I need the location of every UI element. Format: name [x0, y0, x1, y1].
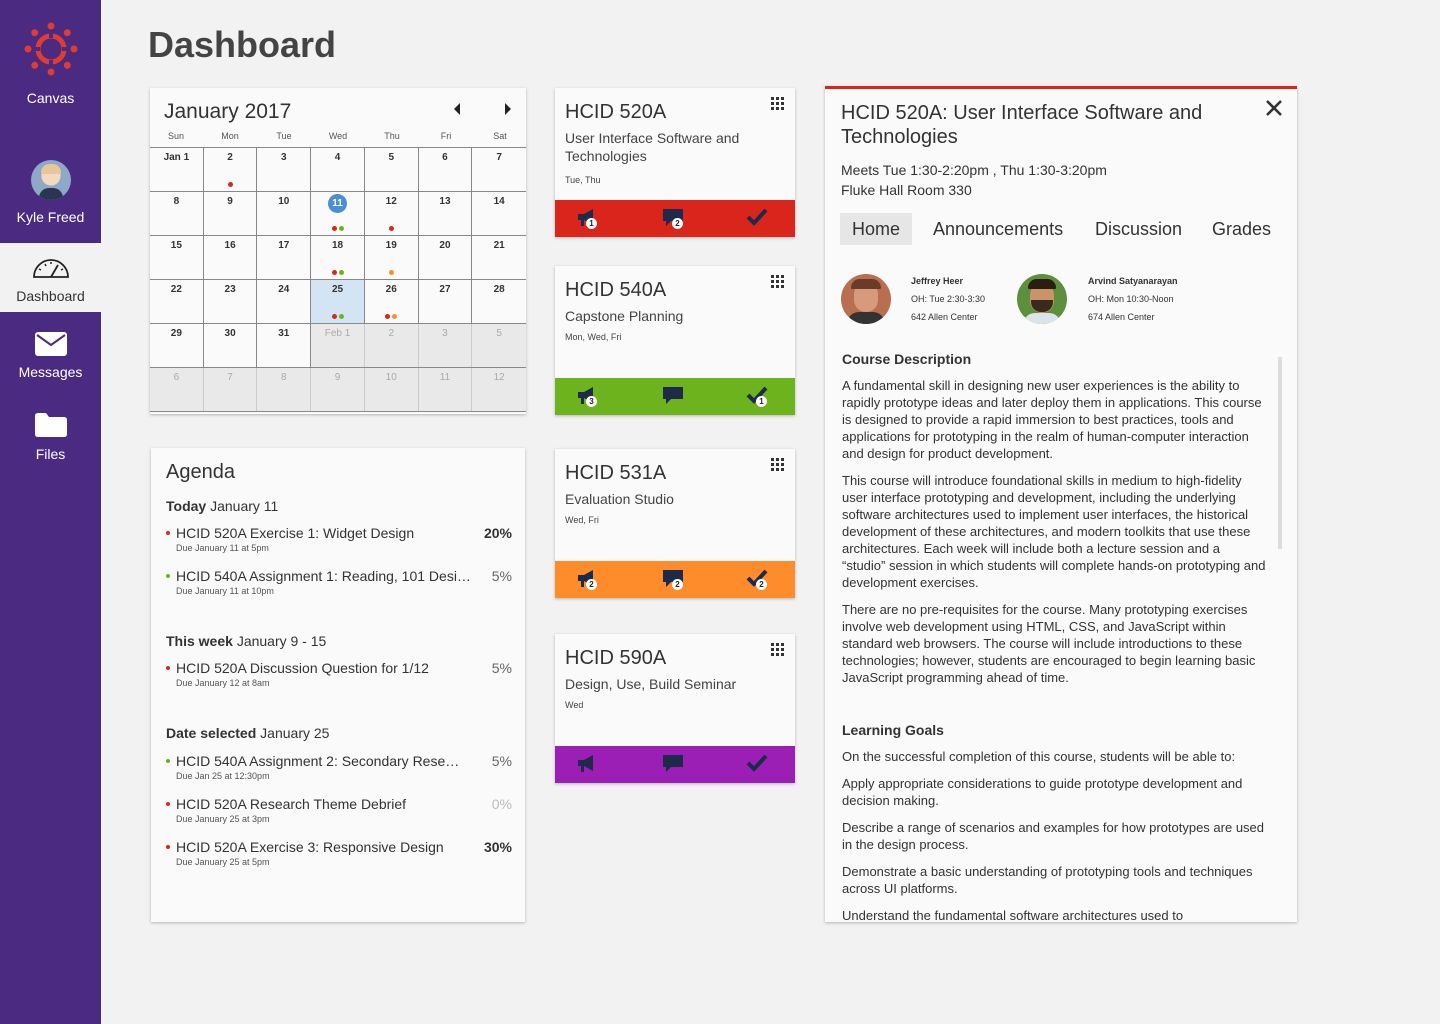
calendar-day-number: 7	[496, 152, 502, 163]
calendar-day-number: 11	[328, 194, 347, 213]
assignments-check-button[interactable]	[746, 386, 768, 406]
calendar-day-number: 18	[331, 240, 344, 251]
event-dots	[365, 226, 418, 232]
announcements-megaphone-button[interactable]	[576, 569, 598, 589]
tab-grades[interactable]: Grades	[1212, 219, 1272, 239]
next-month-icon[interactable]	[503, 102, 513, 116]
brand-label: Canvas	[26, 90, 75, 106]
event-dots	[204, 182, 257, 188]
calendar-day-cell[interactable]	[419, 236, 473, 279]
agenda-item-due: Due January 12 at 8am	[176, 678, 270, 688]
course-name: Evaluation Studio	[565, 491, 674, 507]
agenda-item-name: HCID 520A Research Theme Debrief	[176, 796, 407, 812]
calendar-day-number: 10	[385, 372, 397, 383]
folder-icon	[35, 413, 67, 437]
agenda-item-weight: 30%	[483, 839, 512, 855]
envelope-icon	[35, 332, 67, 356]
calendar-day-number: 19	[385, 240, 397, 251]
calendar-day-number: 25	[331, 284, 344, 295]
course-code: HCID 590A	[565, 647, 667, 669]
calendar-day-number: 9	[227, 196, 233, 207]
calendar-day-cell[interactable]	[204, 280, 258, 323]
calendar-day-number: 24	[278, 284, 290, 295]
calendar-year: 2017	[244, 100, 292, 123]
calendar-day-cell[interactable]	[257, 368, 311, 411]
agenda-item-due: Due January 11 at 10pm	[176, 586, 274, 596]
instructor-info: Arvind Satyanarayan OH: Mon 10:30-Noon 674 Allen Center	[1088, 276, 1178, 322]
calendar-month: January	[164, 100, 239, 123]
event-dots	[311, 226, 364, 232]
drag-grid-icon[interactable]	[771, 275, 784, 288]
course-code: HCID 531A	[565, 462, 667, 484]
status-bullet	[166, 666, 170, 670]
calendar-day-number: 16	[224, 240, 236, 251]
status-bullet	[166, 802, 170, 806]
calendar-month-title	[164, 100, 291, 124]
event-dot	[392, 314, 397, 319]
calendar-week-row	[150, 148, 526, 192]
status-bullet	[166, 845, 170, 849]
event-dot	[339, 314, 344, 319]
goal-item: Demonstrate a basic understanding of prototyping tools and techniques across UI platforms.	[842, 864, 1253, 896]
course-days: Wed	[565, 700, 584, 710]
calendar-day-cell[interactable]	[472, 236, 526, 279]
calendar-day-cell[interactable]	[311, 368, 365, 411]
calendar-day-cell[interactable]	[419, 368, 473, 411]
calendar-day-number: 11	[439, 372, 451, 383]
course-card[interactable]	[555, 88, 795, 237]
calendar-day-number: 15	[170, 240, 182, 251]
calendar-day-cell[interactable]	[472, 280, 526, 323]
calendar-day-number: 14	[493, 196, 505, 207]
calendar-week-row	[150, 368, 526, 412]
weekday-header: Fri	[440, 131, 452, 141]
calendar-week-row	[150, 324, 526, 368]
discussion-bubble-button[interactable]	[662, 208, 684, 228]
calendar-day-cell[interactable]	[419, 148, 473, 191]
weekday-header: Sun	[167, 131, 184, 141]
goal-item: On the successful completion of this course, students will be able to:	[842, 749, 1236, 764]
agenda-section-today: Today January 11	[166, 498, 279, 514]
calendar-day-cell[interactable]	[257, 236, 311, 279]
count-badge: 3	[586, 396, 597, 407]
description-paragraph: A fundamental skill in designing new user experiences is the ability to rapidly prototype ideas and later deploy them in applications. This course is designed to provide a rapid immersion to best practices, tools and applications for prototyping in the realm of human-computer interaction and design for product development.	[842, 378, 1262, 461]
event-dot	[389, 270, 394, 275]
course-days: Wed, Fri	[565, 515, 599, 525]
page-title: Dashboard	[148, 24, 337, 65]
calendar-day-cell[interactable]	[365, 280, 419, 323]
agenda-item-name: HCID 540A Assignment 2: Secondary Rese…	[176, 753, 460, 769]
count-badge: 2	[586, 579, 597, 590]
calendar-week-row	[150, 236, 526, 280]
sidebar-item-files[interactable]	[0, 413, 101, 462]
course-card[interactable]	[555, 634, 795, 783]
calendar-grid	[150, 147, 526, 412]
discussion-bubble-button[interactable]	[662, 569, 684, 589]
announcements-megaphone-button[interactable]	[576, 386, 598, 406]
calendar-day-cell[interactable]	[311, 280, 365, 323]
course-name: Capstone Planning	[565, 308, 684, 324]
count-badge: 1	[756, 396, 767, 407]
instructor-info: Jeffrey Heer OH: Tue 2:30-3:30 642 Allen Center	[911, 276, 986, 322]
discussion-bubble-button[interactable]	[662, 754, 684, 774]
course-card[interactable]	[555, 449, 795, 598]
agenda-item-weight: 20%	[483, 525, 512, 541]
calendar-day-cell[interactable]	[472, 368, 526, 411]
calendar-day-cell[interactable]	[472, 192, 526, 235]
calendar-day-cell[interactable]	[365, 324, 419, 367]
course-action-bar	[555, 378, 795, 415]
assignments-check-button[interactable]	[746, 754, 768, 774]
calendar-day-cell[interactable]	[257, 324, 311, 367]
calendar-day-cell[interactable]	[150, 368, 204, 411]
event-dot	[332, 270, 337, 275]
course-action-bar	[555, 561, 795, 598]
detail-title: HCID 520A: User Interface Software and Technologies	[841, 102, 1203, 148]
calendar-day-cell[interactable]	[311, 192, 365, 235]
tab-home[interactable]: Home	[840, 213, 912, 245]
calendar-day-cell[interactable]	[311, 148, 365, 191]
event-dot	[389, 226, 394, 231]
course-detail-panel	[825, 86, 1297, 922]
calendar-day-number: 4	[334, 152, 341, 163]
calendar-day-number: 7	[227, 372, 233, 383]
sidebar-item-label: Dashboard	[16, 288, 85, 304]
course-action-bar	[555, 200, 795, 237]
event-dot	[339, 270, 344, 275]
calendar-day-number: 22	[170, 284, 182, 295]
canvas-logo-icon	[24, 22, 78, 76]
calendar-day-number: 30	[224, 328, 236, 339]
weekday-header: Thu	[384, 131, 400, 141]
calendar-day-number: 29	[170, 328, 182, 339]
event-dot	[385, 314, 390, 319]
agenda-item-due: Due Jan 25 at 12:30pm	[176, 771, 270, 781]
event-dot	[332, 314, 337, 319]
assignments-check-button[interactable]	[746, 569, 768, 589]
calendar-day-number: 10	[278, 196, 290, 207]
goal-item: Apply appropriate considerations to guide prototype development and decision making.	[842, 776, 1243, 808]
calendar-day-cell[interactable]	[365, 368, 419, 411]
drag-grid-icon[interactable]	[771, 97, 784, 110]
calendar-day-number: Feb 1	[324, 328, 351, 339]
course-code: HCID 540A	[565, 279, 667, 301]
calendar-day-cell[interactable]	[204, 368, 258, 411]
calendar-day-cell[interactable]	[150, 280, 204, 323]
calendar-day-cell[interactable]	[472, 148, 526, 191]
agenda-item-due: Due January 25 at 5pm	[176, 857, 270, 867]
drag-grid-icon[interactable]	[771, 643, 784, 656]
weekday-header: Wed	[328, 131, 348, 141]
detail-meeting-times: Meets Tue 1:30-2:20pm , Thu 1:30-3:20pm	[841, 162, 1107, 178]
discussion-bubble-icon	[662, 386, 684, 406]
course-card[interactable]	[555, 266, 795, 415]
calendar-card	[150, 88, 526, 414]
course-description	[842, 351, 1266, 927]
agenda-item-name: HCID 540A Assignment 1: Reading, 101 Desi…	[176, 568, 471, 584]
canvas-logo-link[interactable]	[0, 22, 101, 106]
calendar-day-cell[interactable]	[204, 148, 258, 191]
sidebar-item-label: Messages	[18, 364, 83, 380]
agenda-item-weight: 5%	[491, 660, 512, 676]
calendar-day-cell[interactable]	[257, 148, 311, 191]
goal-item: Describe a range of scenarios and examples for how prototypes are used in the design process.	[842, 820, 1265, 852]
calendar-week-row	[150, 192, 526, 236]
agenda-item-name: HCID 520A Discussion Question for 1/12	[176, 660, 429, 676]
calendar-day-cell[interactable]	[365, 236, 419, 279]
agenda-card	[151, 448, 525, 922]
tab-discussion[interactable]: Discussion	[1095, 219, 1183, 239]
user-name: Kyle Freed	[16, 209, 85, 225]
calendar-day-number: 26	[385, 284, 397, 295]
course-name: User Interface Software and Technologies	[565, 130, 740, 164]
calendar-day-number: 6	[173, 372, 180, 383]
agenda-item-due: Due January 25 at 3pm	[176, 814, 270, 824]
calendar-day-number: 21	[493, 240, 505, 251]
sidebar-item-dashboard[interactable]	[0, 243, 101, 312]
announcements-megaphone-button[interactable]	[576, 754, 598, 774]
calendar-day-number: 13	[439, 196, 451, 207]
user-avatar	[31, 160, 71, 200]
assignments-check-icon	[746, 754, 768, 774]
event-dots	[365, 314, 418, 320]
instructor-avatar	[1017, 274, 1067, 324]
agenda-section-week: This week January 9 - 15	[166, 633, 327, 649]
course-days: Tue, Thu	[565, 175, 601, 185]
calendar-day-number: 27	[439, 284, 451, 295]
course-code: HCID 520A	[565, 101, 667, 123]
count-badge: 2	[672, 218, 683, 229]
calendar-day-cell[interactable]	[419, 192, 473, 235]
assignments-check-button[interactable]	[746, 208, 768, 228]
description-heading: Course Description	[842, 351, 972, 367]
calendar-day-cell[interactable]	[150, 236, 204, 279]
calendar-day-number: 28	[493, 284, 505, 295]
calendar-day-cell[interactable]	[311, 236, 365, 279]
status-bullet	[166, 759, 170, 763]
calendar-day-cell[interactable]	[365, 192, 419, 235]
calendar-day-number: 5	[388, 152, 395, 163]
calendar-day-cell[interactable]	[150, 148, 204, 191]
calendar-day-number: Jan 1	[163, 152, 190, 163]
tab-announcements[interactable]: Announcements	[933, 219, 1064, 239]
close-icon[interactable]	[1265, 99, 1283, 117]
weekday-header: Sat	[493, 131, 507, 141]
calendar-day-cell[interactable]	[419, 324, 473, 367]
drag-grid-icon[interactable]	[771, 458, 784, 471]
goals-heading: Learning Goals	[842, 722, 944, 738]
calendar-day-cell[interactable]	[365, 148, 419, 191]
calendar-day-number: 9	[334, 372, 341, 383]
status-bullet	[166, 574, 170, 578]
discussion-bubble-icon	[662, 754, 684, 774]
calendar-day-cell[interactable]	[257, 192, 311, 235]
agenda-item-weight: 0%	[491, 796, 512, 812]
agenda-item-weight: 5%	[491, 753, 512, 769]
count-badge: 2	[756, 579, 767, 590]
calendar-day-number: 2	[388, 328, 395, 339]
calendar-day-cell[interactable]	[150, 324, 204, 367]
agenda-item-name: HCID 520A Exercise 3: Responsive Design	[176, 839, 444, 855]
calendar-day-cell[interactable]	[204, 236, 258, 279]
course-days: Mon, Wed, Fri	[565, 332, 622, 342]
event-dots	[311, 314, 364, 320]
agenda-item-name: HCID 520A Exercise 1: Widget Design	[176, 525, 415, 541]
calendar-day-cell[interactable]	[204, 324, 258, 367]
calendar-week-row	[150, 280, 526, 324]
calendar-day-number: 3	[281, 152, 287, 163]
event-dots	[365, 270, 418, 276]
count-badge: 2	[672, 579, 683, 590]
dashboard-gauge-icon	[31, 257, 71, 279]
status-bullet	[166, 531, 170, 535]
weekday-header: Tue	[276, 131, 292, 141]
weekday-header: Mon	[221, 131, 239, 141]
calendar-day-cell[interactable]	[150, 192, 204, 235]
user-profile[interactable]	[0, 160, 101, 225]
course-action-bar	[555, 746, 795, 783]
calendar-day-number: 6	[442, 152, 448, 163]
sidebar-item-label: Files	[35, 446, 66, 462]
calendar-day-cell[interactable]	[204, 192, 258, 235]
event-dot	[339, 226, 344, 231]
calendar-day-number: 12	[385, 196, 397, 207]
calendar-day-number: 5	[496, 328, 502, 339]
event-dot	[332, 226, 337, 231]
description-paragraph: There are no pre-requisites for the course. Many prototyping exercises involve web development using HTML, CSS, and JavaScript within standard web browsers. The course will include introductions to these technologies; however, students are encouraged to begin learning basic JavaScript programming ahead of time.	[842, 602, 1256, 685]
instructor-avatar	[841, 274, 891, 324]
scrollbar[interactable]	[1278, 357, 1282, 549]
prev-month-icon[interactable]	[452, 102, 462, 116]
announcements-megaphone-icon	[576, 754, 598, 774]
calendar-day-number: 20	[439, 240, 451, 251]
calendar-day-cell[interactable]	[472, 324, 526, 367]
agenda-title: Agenda	[166, 461, 235, 483]
calendar-day-number: 31	[278, 328, 290, 339]
calendar-day-number: 3	[442, 328, 448, 339]
assignments-check-icon	[746, 208, 768, 228]
calendar-day-cell[interactable]	[419, 280, 473, 323]
calendar-day-cell[interactable]	[311, 324, 365, 367]
calendar-day-number: 8	[281, 372, 287, 383]
sidebar-item-messages[interactable]	[0, 332, 101, 380]
calendar-day-number: 23	[224, 284, 236, 295]
sidebar	[0, 0, 101, 1024]
agenda-item-due: Due January 11 at 5pm	[176, 543, 269, 553]
announcements-megaphone-button[interactable]	[576, 208, 598, 228]
goal-item: Understand the fundamental software architectures used to	[842, 908, 1184, 923]
calendar-day-number: 12	[493, 372, 505, 383]
agenda-item-weight: 5%	[491, 568, 512, 584]
calendar-day-number: 8	[173, 196, 180, 207]
discussion-bubble-button[interactable]	[662, 386, 684, 406]
count-badge: 1	[586, 218, 597, 229]
event-dots	[311, 270, 364, 276]
course-name: Design, Use, Build Seminar	[565, 676, 737, 692]
event-dot	[228, 182, 233, 187]
calendar-day-number: 17	[278, 240, 290, 251]
detail-room: Fluke Hall Room 330	[841, 182, 972, 198]
calendar-day-cell[interactable]	[257, 280, 311, 323]
calendar-day-number: 2	[227, 152, 233, 163]
description-paragraph: This course will introduce foundational skills in medium to high-fidelity user interface prototyping and development, including the underlying software architectures used to implement user interfaces, the historical development of these architectures, and modern toolkits that use these architectures. Each week will include both a lecture session and a “studio” session in which students will complete hands-on prototyping and development exercises.	[842, 473, 1266, 590]
agenda-section-selected: Date selected January 25	[166, 725, 330, 741]
